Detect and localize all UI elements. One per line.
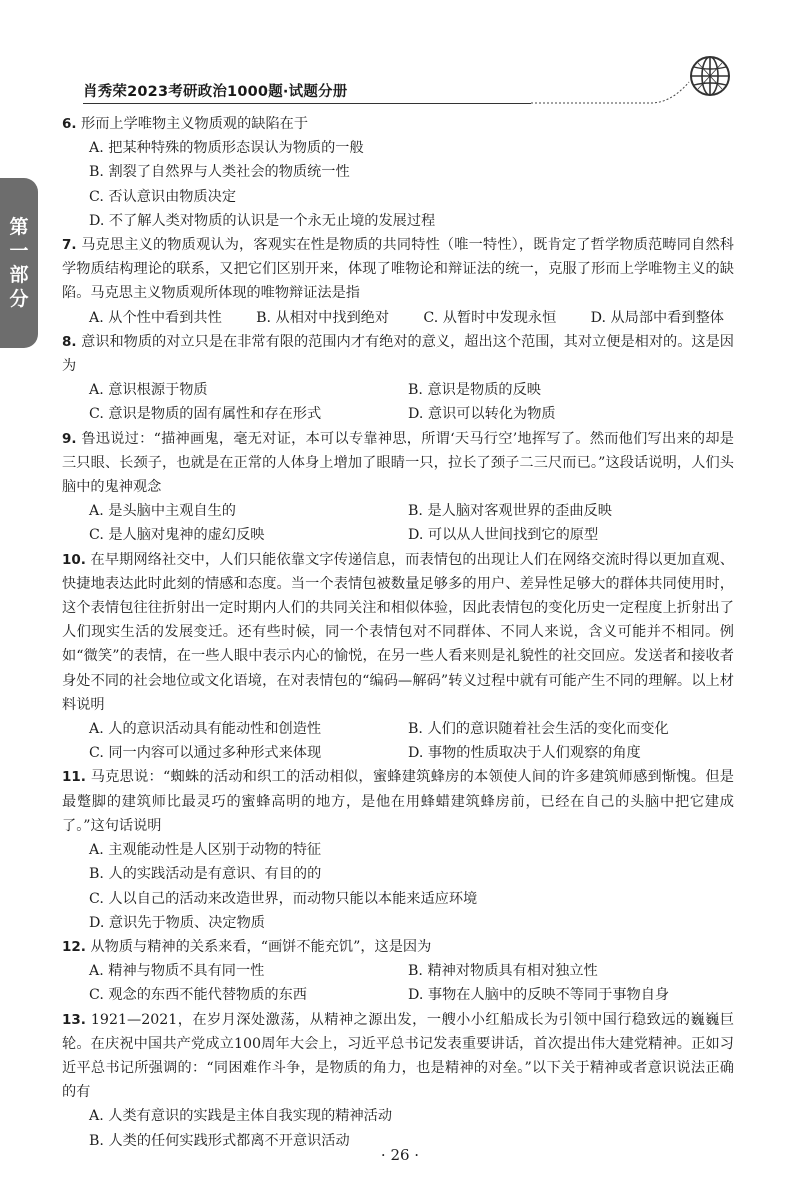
options bbox=[62, 717, 734, 765]
option-b: B. 人类的任何实践形式都离不开意识活动 bbox=[89, 1132, 350, 1149]
question-stem bbox=[62, 1008, 734, 1105]
question-number: 13. bbox=[62, 1011, 86, 1028]
option-c: C. 是人脑对鬼神的虚幻反映 bbox=[89, 527, 265, 544]
option-d: D. 意识可以转化为物质 bbox=[408, 406, 556, 423]
globe-icon bbox=[688, 54, 732, 98]
question-text: 在早期网络社交中，人们只能依靠文字传递信息，而表情包的出现让人们在网络交流时得以更加直观、快捷地表达此时此刻的情感和态度。当一个表情包被数量足够多的用户、差异性足够大的群体共同使用时，这个表情包往往折射出一定时期内人们的共同关注和相似体验，因此表情包的变化历史一定程度上折射出了人们现实生活的发展变迁。还有些时候，同一个表情包对不同群体、不同人来说，含义可能并不相同。例如“微笑”的表情，在一些人眼中表示内心的愉悦，在另一些人看来则是礼貌性的社交回应。发送者和接收者身处不同的社会地位或文化语境，在对表情包的“编码—解码”转义过程中就有可能产生不同的理解。以上材料说明 bbox=[62, 551, 734, 713]
option-a: A. 是头脑中主观自生的 bbox=[89, 503, 236, 520]
question-text: 鲁迅说过：“描神画鬼，毫无对证，本可以专靠神思，所谓‘天马行空’地挥写了。然而他们写出来的却是三只眼、长颈子，也就是在正常的人体身上增加了眼睛一只，拉长了颈子二三尺而已。”这段话说明，人们头脑中的鬼神观念 bbox=[62, 430, 734, 496]
option-b: B. 意识是物质的反映 bbox=[408, 382, 541, 399]
header-dashed-curve bbox=[531, 80, 691, 104]
options bbox=[62, 306, 734, 330]
option-b: B. 是人脑对客观世界的歪曲反映 bbox=[408, 503, 612, 520]
options bbox=[62, 959, 734, 1007]
question-6 bbox=[62, 112, 734, 233]
side-tab-char: 部 bbox=[9, 264, 29, 286]
option-c: C. 观念的东西不能代替物质的东西 bbox=[89, 987, 307, 1004]
option-a: A. 精神与物质不具有同一性 bbox=[89, 963, 265, 980]
option-c: C. 否认意识由物质决定 bbox=[89, 188, 237, 205]
question-number: 6. bbox=[62, 116, 77, 132]
options bbox=[62, 136, 734, 233]
option-a: A. 主观能动性是人区别于动物的特征 bbox=[89, 842, 322, 859]
page-header bbox=[83, 74, 723, 104]
question-stem bbox=[62, 765, 734, 838]
option-d: D. 事物在人脑中的反映不等同于事物自身 bbox=[408, 987, 670, 1004]
option-d: D. 从局部中看到整体 bbox=[590, 309, 724, 326]
option-d: D. 意识先于物质、决定物质 bbox=[89, 914, 265, 931]
side-tab-char: 第 bbox=[9, 216, 29, 238]
question-stem bbox=[62, 112, 734, 136]
option-c: C. 人以自己的活动来改造世界，而动物只能以本能来适应环境 bbox=[89, 890, 478, 907]
question-8 bbox=[62, 330, 734, 427]
question-13 bbox=[62, 1008, 734, 1153]
question-stem bbox=[62, 330, 734, 378]
question-stem bbox=[62, 427, 734, 500]
option-b: B. 精神对物质具有相对独立性 bbox=[408, 963, 598, 980]
option-a: A. 从个性中看到共性 bbox=[89, 309, 222, 326]
option-a: A. 人类有意识的实践是主体自我实现的精神活动 bbox=[89, 1108, 393, 1125]
options bbox=[62, 838, 734, 935]
side-tab-char: 分 bbox=[9, 288, 29, 310]
question-number: 12. bbox=[62, 938, 86, 955]
option-b: B. 人们的意识随着社会生活的变化而变化 bbox=[408, 721, 669, 738]
question-number: 11. bbox=[62, 769, 86, 786]
section-side-tab bbox=[0, 178, 38, 348]
question-stem bbox=[62, 233, 734, 306]
option-b: B. 割裂了自然界与人类社会的物质统一性 bbox=[89, 164, 350, 181]
question-9 bbox=[62, 427, 734, 548]
side-tab-char: 一 bbox=[9, 240, 29, 262]
question-7 bbox=[62, 233, 734, 330]
question-number: 10. bbox=[62, 551, 86, 568]
options bbox=[62, 378, 734, 426]
question-number: 8. bbox=[62, 333, 77, 350]
page-number: · 26 · bbox=[380, 1146, 420, 1164]
option-c: C. 从暂时中发现永恒 bbox=[423, 309, 557, 326]
option-a: A. 意识根源于物质 bbox=[89, 382, 208, 399]
question-stem bbox=[62, 548, 734, 717]
question-text: 意识和物质的对立只是在非常有限的范围内才有绝对的意义，超出这个范围，其对立便是相对的。这是因为 bbox=[62, 333, 734, 375]
option-b: B. 从相对中找到绝对 bbox=[256, 309, 390, 326]
option-c: C. 意识是物质的固有属性和存在形式 bbox=[89, 406, 322, 423]
option-d: D. 不了解人类对物质的认识是一个永无止境的发展过程 bbox=[89, 212, 436, 229]
option-d: D. 事物的性质取决于人们观察的角度 bbox=[408, 745, 641, 762]
option-d: D. 可以从人世间找到它的原型 bbox=[408, 527, 599, 544]
question-text: 形而上学唯物主义物质观的缺陷在于 bbox=[81, 116, 309, 132]
header-title: 肖秀荣2023考研政治1000题·试题分册 bbox=[83, 84, 348, 100]
question-text: 马克思说：“蜘蛛的活动和织工的活动相似，蜜蜂建筑蜂房的本领使人间的许多建筑师感到惭愧。但是最蹩脚的建筑师比最灵巧的蜜蜂高明的地方，是他在用蜂蜡建筑蜂房前，已经在自己的头脑中把它建成了。”这句话说明 bbox=[62, 769, 734, 834]
question-text: 马克思主义的物质观认为，客观实在性是物质的共同特性（唯一特性），既肯定了哲学物质范畴同自然科学物质结构理论的联系，又把它们区别开来，体现了唯物论和辩证法的统一，克服了形而上学唯物主义的缺陷。马克思主义物质观所体现的唯物辩证法是指 bbox=[62, 237, 734, 302]
question-text: 1921—2021，在岁月深处激荡，从精神之源出发，一艘小小红船成长为引领中国行稳致远的巍巍巨轮。在庆祝中国共产党成立100周年大会上，习近平总书记发表重要讲话，首次提出伟大建党精神。正如习近平总书记所强调的：“同困难作斗争，是物质的角力，也是精神的对垒。”以下关于精神或者意识说法正确的有 bbox=[62, 1011, 735, 1101]
options bbox=[62, 499, 734, 547]
option-b: B. 人的实践活动是有意识、有目的的 bbox=[89, 866, 322, 883]
question-number: 7. bbox=[62, 237, 77, 254]
question-10 bbox=[62, 548, 734, 766]
option-a: A. 人的意识活动具有能动性和创造性 bbox=[89, 721, 322, 738]
question-stem bbox=[62, 935, 734, 959]
option-c: C. 同一内容可以通过多种形式来体现 bbox=[89, 745, 322, 762]
header-rule bbox=[83, 103, 531, 104]
question-list bbox=[62, 112, 734, 1153]
question-11 bbox=[62, 765, 734, 934]
question-number: 9. bbox=[62, 430, 77, 447]
question-text: 从物质与精神的关系来看，“画饼不能充饥”，这是因为 bbox=[90, 938, 432, 955]
question-12 bbox=[62, 935, 734, 1008]
option-a: A. 把某种特殊的物质形态误认为物质的一般 bbox=[89, 140, 364, 157]
